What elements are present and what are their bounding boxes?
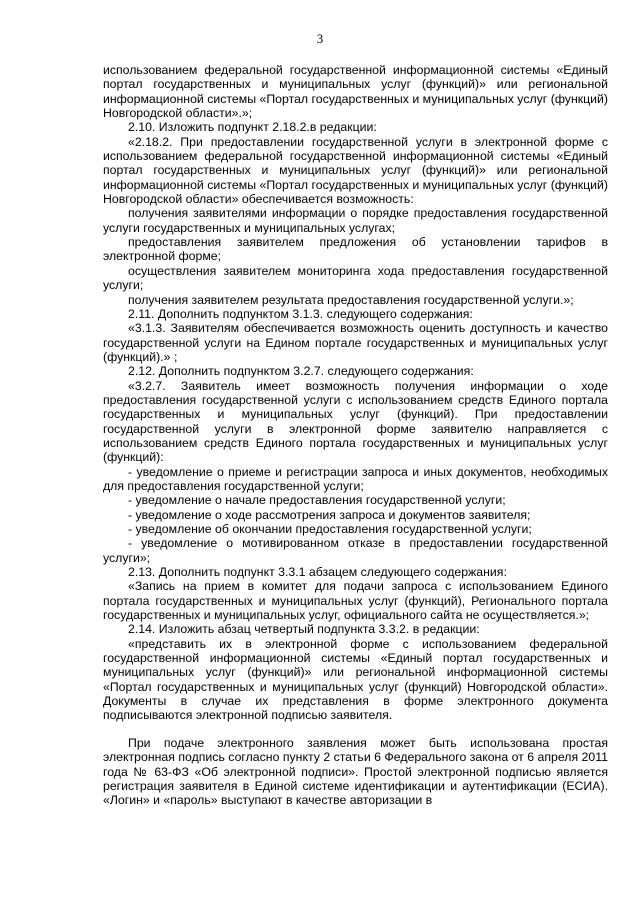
list-item: - уведомление об окончании предоставления государственной услуги; (128, 522, 532, 536)
paragraph: «представить их в электронной форме с использованием федеральной государственной информационной системы «Единый портал государственных и муниципальных услуг (функций)» или региональной информационной системы «Портал государственных и муниципальных услуг (функций) Новгородской области». Документы в случае их представления в форме электронного документа подписываются электронной подписью заявителя. (103, 636, 608, 723)
paragraph: При подаче электронного заявления может быть использована простая электронная подпись согласно пункту 2 статьи 6 Федерального закона от 6 апреля 2011 года № 63-ФЗ «Об электронной подписи». Простой электронной подписью является регистрация заявителя в Единой системе идентификации и аутентификации (ЕСИА). «Логин» и «пароль» выступают в качестве авторизации в (103, 735, 608, 808)
paragraph: предоставления заявителем предложения об установлении тарифов в электронной форме; (103, 235, 608, 264)
paragraph: 2.13. Дополнить подпункт 3.3.1 абзацем следующего содержания: (128, 565, 507, 580)
list-item: - уведомление о ходе рассмотрения запроса и документов заявителя; (128, 507, 531, 522)
paragraph: получения заявителем результата предоставления государственной услуги.»; (128, 292, 574, 307)
paragraph: осуществления заявителем мониторинга хода предоставления государственной услуги; (103, 263, 608, 293)
list-item: - уведомление о приеме и регистрации запроса и иных документов, необходимых для предоставления государственной услуги; (103, 464, 608, 493)
paragraph: «3.1.3. Заявителям обеспечивается возможность оценить доступность и качество государственной услуги на Едином портале государственных и муниципальных услуг (функций).» ; (103, 321, 608, 364)
paragraph: использованием федеральной государственной информационной системы «Единый портал государственных и муниципальных услуг (функций)» или региональной информационной системы «Портал государственных и муниципальных услуг (функций) Новгородской области».»; (103, 63, 608, 121)
page-number: 3 (316, 31, 324, 46)
paragraph: 2.10. Изложить подпункт 2.18.2.в редакции: (128, 120, 377, 135)
paragraph: «Запись на прием в комитет для подачи запроса с использованием Единого портала государственных и муниципальных услуг (функций), Регионального портала государственных и муниципальных услуг, официального сайта не осуществляется.»; (103, 579, 608, 623)
paragraph: 2.14. Изложить абзац четвертый подпункта 3.3.2. в редакции: (128, 622, 480, 637)
paragraph: «3.2.7. Заявитель имеет возможность получения информации о ходе предоставления государственной услуги с использованием средств Единого портала государственных и муниципальных услуг (функций). При предоставлении государственной услуги в электронной форме заявителю направляется с использованием средств Единого портала государственных и муниципальных услуг (функций): (103, 378, 608, 465)
document-body (103, 63, 608, 808)
list-item: - уведомление о мотивированном отказе в предоставлении государственной услуги»; (103, 536, 608, 565)
list-item: - уведомление о начале предоставления государственной услуги; (128, 493, 506, 508)
paragraph: 2.11. Дополнить подпунктом 3.1.3. следующего содержания: (128, 306, 473, 321)
paragraph: 2.12. Дополнить подпунктом 3.2.7. следующего содержания: (128, 364, 474, 379)
paragraph: «2.18.2. При предоставлении государственной услуги в электронной форме с использованием федеральной государственной информационной системы «Единый портал государственных и муниципальных услуг (функций)» или региональной информационной системы «Портал государственных и муниципальных услуг (функций) Новгородской области» обеспечивается возможность: (103, 134, 608, 207)
paragraph: получения заявителями информации о порядке предоставления государственной услуги государственных и муниципальных услугах; (103, 206, 608, 235)
